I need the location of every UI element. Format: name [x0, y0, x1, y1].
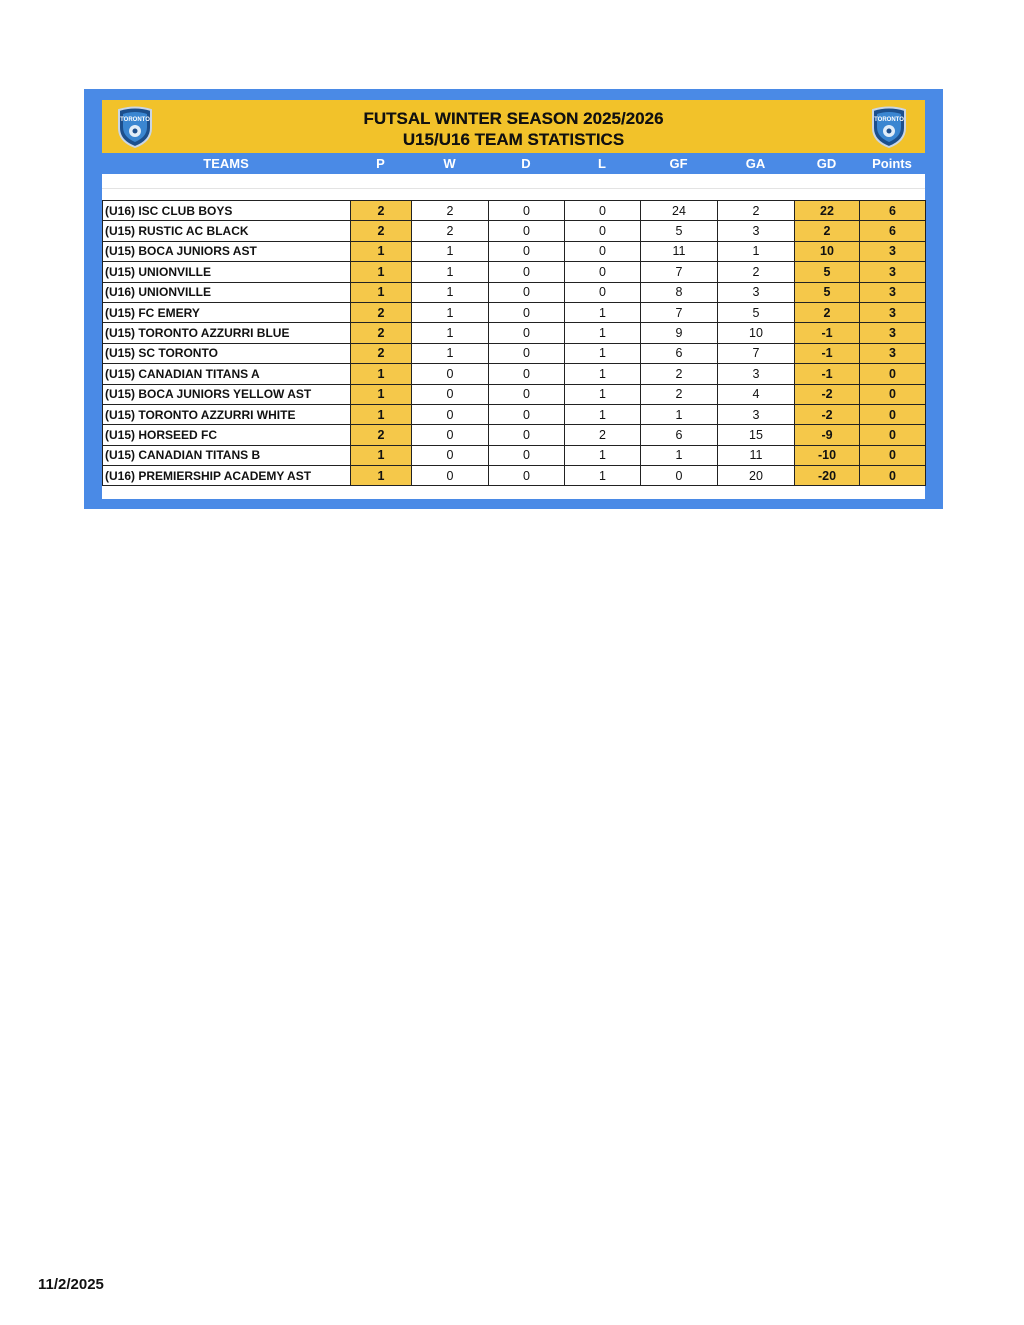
- header-d: D: [521, 156, 531, 171]
- played-cell: 1: [351, 364, 412, 384]
- standings-table: [102, 200, 926, 486]
- goals-against-cell: 10: [718, 323, 795, 343]
- lost-cell: 0: [565, 221, 641, 241]
- goals-for-cell: 11: [641, 241, 718, 261]
- toronto-crest-logo: [116, 106, 154, 148]
- lost-cell: 0: [565, 262, 641, 282]
- points-cell: 0: [860, 425, 926, 445]
- goals-for-cell: 5: [641, 221, 718, 241]
- header-gd: GD: [816, 156, 837, 171]
- drawn-cell: 0: [489, 364, 565, 384]
- drawn-cell: 0: [489, 323, 565, 343]
- goals-for-cell: 7: [641, 302, 718, 322]
- goal-diff-cell: 22: [795, 201, 860, 221]
- goals-against-cell: 15: [718, 425, 795, 445]
- played-cell: 1: [351, 445, 412, 465]
- lost-cell: 0: [565, 282, 641, 302]
- team-cell: (U16) ISC CLUB BOYS: [103, 201, 351, 221]
- goal-diff-cell: -1: [795, 364, 860, 384]
- column-header-row: [102, 153, 925, 174]
- points-cell: 0: [860, 466, 926, 486]
- goals-against-cell: 2: [718, 262, 795, 282]
- drawn-cell: 0: [489, 445, 565, 465]
- table-row: [103, 221, 926, 241]
- lost-cell: 0: [565, 201, 641, 221]
- lost-cell: 1: [565, 445, 641, 465]
- played-cell: 1: [351, 404, 412, 424]
- lost-cell: 1: [565, 364, 641, 384]
- won-cell: 1: [412, 343, 489, 363]
- points-cell: 0: [860, 404, 926, 424]
- goals-against-cell: 7: [718, 343, 795, 363]
- table-row: [103, 404, 926, 424]
- title-line-2: U15/U16 TEAM STATISTICS: [402, 130, 625, 149]
- won-cell: 0: [412, 466, 489, 486]
- team-cell: (U15) RUSTIC AC BLACK: [103, 221, 351, 241]
- played-cell: 1: [351, 262, 412, 282]
- points-cell: 0: [860, 445, 926, 465]
- goal-diff-cell: -20: [795, 466, 860, 486]
- team-cell: (U15) UNIONVILLE: [103, 262, 351, 282]
- drawn-cell: 0: [489, 282, 565, 302]
- goals-for-cell: 6: [641, 343, 718, 363]
- table-row: [103, 302, 926, 322]
- goals-against-cell: 1: [718, 241, 795, 261]
- footer-date: 11/2/2025: [38, 1276, 104, 1293]
- team-cell: (U15) BOCA JUNIORS YELLOW AST: [103, 384, 351, 404]
- goal-diff-cell: 5: [795, 262, 860, 282]
- points-cell: 3: [860, 302, 926, 322]
- played-cell: 1: [351, 241, 412, 261]
- team-cell: (U16) UNIONVILLE: [103, 282, 351, 302]
- title-band: [102, 100, 925, 153]
- goals-for-cell: 1: [641, 404, 718, 424]
- table-row: [103, 466, 926, 486]
- table-row: [103, 384, 926, 404]
- won-cell: 1: [412, 302, 489, 322]
- table-row: [103, 364, 926, 384]
- played-cell: 1: [351, 282, 412, 302]
- blank-row: [102, 487, 925, 499]
- goal-diff-cell: -10: [795, 445, 860, 465]
- goals-against-cell: 3: [718, 221, 795, 241]
- won-cell: 1: [412, 241, 489, 261]
- drawn-cell: 0: [489, 343, 565, 363]
- goal-diff-cell: 2: [795, 302, 860, 322]
- points-cell: 3: [860, 323, 926, 343]
- played-cell: 2: [351, 201, 412, 221]
- goals-against-cell: 20: [718, 466, 795, 486]
- lost-cell: 1: [565, 302, 641, 322]
- goal-diff-cell: 10: [795, 241, 860, 261]
- played-cell: 1: [351, 384, 412, 404]
- played-cell: 2: [351, 343, 412, 363]
- goals-against-cell: 5: [718, 302, 795, 322]
- table-row: [103, 262, 926, 282]
- won-cell: 1: [412, 262, 489, 282]
- lost-cell: 1: [565, 343, 641, 363]
- points-cell: 0: [860, 364, 926, 384]
- header-w: W: [443, 156, 456, 171]
- drawn-cell: 0: [489, 221, 565, 241]
- won-cell: 0: [412, 384, 489, 404]
- lost-cell: 1: [565, 404, 641, 424]
- goal-diff-cell: -9: [795, 425, 860, 445]
- team-cell: (U15) TORONTO AZZURRI BLUE: [103, 323, 351, 343]
- header-l: L: [598, 156, 606, 171]
- team-cell: (U15) TORONTO AZZURRI WHITE: [103, 404, 351, 424]
- drawn-cell: 0: [489, 302, 565, 322]
- won-cell: 2: [412, 221, 489, 241]
- drawn-cell: 0: [489, 425, 565, 445]
- title-line-1: FUTSAL WINTER SEASON 2025/2026: [363, 109, 664, 128]
- team-cell: (U15) SC TORONTO: [103, 343, 351, 363]
- won-cell: 1: [412, 282, 489, 302]
- team-cell: (U15) CANADIAN TITANS B: [103, 445, 351, 465]
- table-row: [103, 425, 926, 445]
- table-row: [103, 323, 926, 343]
- points-cell: 3: [860, 262, 926, 282]
- header-points: Points: [872, 156, 912, 171]
- played-cell: 2: [351, 302, 412, 322]
- team-cell: (U16) PREMIERSHIP ACADEMY AST: [103, 466, 351, 486]
- goal-diff-cell: 2: [795, 221, 860, 241]
- goals-against-cell: 2: [718, 201, 795, 221]
- header-ga: GA: [745, 156, 766, 171]
- goal-diff-cell: -1: [795, 323, 860, 343]
- team-cell: (U15) BOCA JUNIORS AST: [103, 241, 351, 261]
- goals-for-cell: 2: [641, 364, 718, 384]
- won-cell: 0: [412, 425, 489, 445]
- goals-for-cell: 7: [641, 262, 718, 282]
- points-cell: 0: [860, 384, 926, 404]
- goals-against-cell: 3: [718, 364, 795, 384]
- goal-diff-cell: -1: [795, 343, 860, 363]
- standings-rows: [103, 201, 926, 486]
- table-row: [103, 201, 926, 221]
- won-cell: 0: [412, 445, 489, 465]
- drawn-cell: 0: [489, 404, 565, 424]
- table-row: [103, 241, 926, 261]
- won-cell: 0: [412, 404, 489, 424]
- played-cell: 2: [351, 221, 412, 241]
- points-cell: 3: [860, 241, 926, 261]
- team-cell: (U15) HORSEED FC: [103, 425, 351, 445]
- header-teams: TEAMS: [203, 156, 249, 171]
- table-row: [103, 282, 926, 302]
- goals-against-cell: 3: [718, 282, 795, 302]
- goals-for-cell: 2: [641, 384, 718, 404]
- goals-for-cell: 6: [641, 425, 718, 445]
- goals-for-cell: 0: [641, 466, 718, 486]
- team-cell: (U15) FC EMERY: [103, 302, 351, 322]
- drawn-cell: 0: [489, 241, 565, 261]
- won-cell: 1: [412, 323, 489, 343]
- header-p: P: [376, 156, 385, 171]
- goal-diff-cell: -2: [795, 384, 860, 404]
- lost-cell: 2: [565, 425, 641, 445]
- won-cell: 0: [412, 364, 489, 384]
- goals-against-cell: 11: [718, 445, 795, 465]
- points-cell: 6: [860, 221, 926, 241]
- points-cell: 3: [860, 343, 926, 363]
- logo-text: TORONTO: [120, 117, 150, 123]
- table-row: [103, 445, 926, 465]
- goal-diff-cell: 5: [795, 282, 860, 302]
- logo-text: TORONTO: [874, 117, 904, 123]
- goals-for-cell: 24: [641, 201, 718, 221]
- header-gf: GF: [669, 156, 688, 171]
- drawn-cell: 0: [489, 466, 565, 486]
- drawn-cell: 0: [489, 384, 565, 404]
- lost-cell: 0: [565, 241, 641, 261]
- drawn-cell: 0: [489, 262, 565, 282]
- table-row: [103, 343, 926, 363]
- played-cell: 2: [351, 323, 412, 343]
- lost-cell: 1: [565, 323, 641, 343]
- won-cell: 2: [412, 201, 489, 221]
- lost-cell: 1: [565, 466, 641, 486]
- spreadsheet-frame: [84, 89, 943, 509]
- points-cell: 6: [860, 201, 926, 221]
- goals-for-cell: 8: [641, 282, 718, 302]
- goals-against-cell: 4: [718, 384, 795, 404]
- drawn-cell: 0: [489, 201, 565, 221]
- goals-for-cell: 9: [641, 323, 718, 343]
- blank-row: [102, 174, 925, 189]
- played-cell: 2: [351, 425, 412, 445]
- goals-against-cell: 3: [718, 404, 795, 424]
- toronto-crest-logo: [870, 106, 908, 148]
- goals-for-cell: 1: [641, 445, 718, 465]
- team-cell: (U15) CANADIAN TITANS A: [103, 364, 351, 384]
- points-cell: 3: [860, 282, 926, 302]
- lost-cell: 1: [565, 384, 641, 404]
- played-cell: 1: [351, 466, 412, 486]
- spreadsheet-body: [102, 100, 925, 499]
- goal-diff-cell: -2: [795, 404, 860, 424]
